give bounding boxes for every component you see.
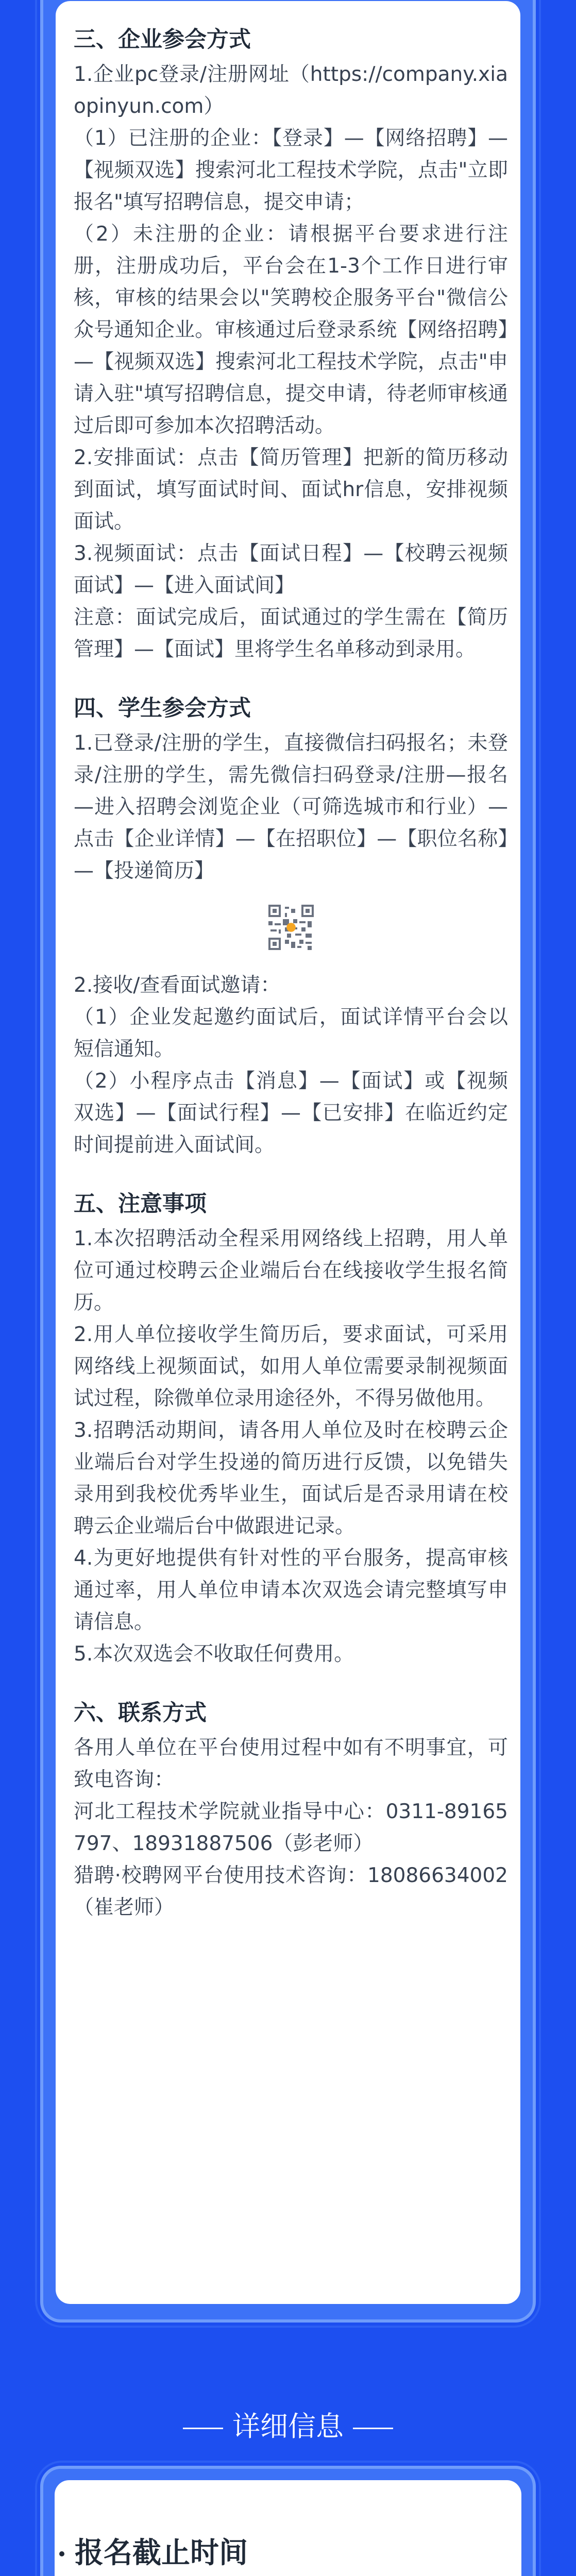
paragraph: 1.本次招聘活动全程采用网络线上招聘，用人单位可通过校聘云企业端后台在线接收学生报名简历。 — [74, 1227, 508, 1314]
section-enterprise — [74, 21, 508, 666]
section-heading: 三、企业参会方式 — [74, 27, 251, 53]
paragraph: 4.为更好地提供有针对性的平台服务，提高审核通过率，用人单位申请本次双选会请完整填写申请信息。 — [74, 1547, 508, 1634]
detail-value — [59, 2574, 523, 2576]
section-student — [74, 689, 508, 1161]
paragraph: 2.用人单位接收学生简历后，要求面试，可采用网络线上视频面试，如用人单位需要录制视频面试过程，除微单位录用途径外，不得另做他用。 — [74, 1323, 508, 1410]
detail-item-deadline — [59, 2533, 523, 2576]
paragraph: （1）企业发起邀约面试后，面试详情平台会以短信通知。 — [74, 1006, 508, 1061]
details-title-text: 详细信息 — [232, 2410, 344, 2443]
paragraph: （1）已注册的企业：【登录】—【网络招聘】—【视频双选】搜索河北工程技术学院，点击"立即报名"填写招聘信息，提交申请； — [74, 127, 508, 214]
section-contact — [74, 1694, 508, 1924]
paragraph: 注意：面试完成后，面试通过的学生需在【简历管理】—【面试】里将学生名单移动到录用。 — [74, 606, 508, 661]
section-heading: 四、学生参会方式 — [74, 696, 251, 721]
title-divider-right — [353, 2428, 393, 2429]
title-divider-left — [183, 2428, 223, 2429]
paragraph: 5.本次双选会不收取任何费用。 — [74, 1642, 354, 1666]
detail-label: 报名截止时间 — [59, 2533, 523, 2574]
paragraph: 2.安排面试：点击【简历管理】把新的简历移动到面试，填写面试时间、面试hr信息，安排视频面试。 — [74, 446, 508, 533]
qr-code-image[interactable] — [266, 903, 316, 952]
section-heading: 五、注意事项 — [74, 1191, 207, 1217]
paragraph: （2）未注册的企业：请根据平台要求进行注册，注册成功后，平台会在1-3个工作日进行审核，审核的结果会以"笑聘校企服务平台"微信公众号通知企业。审核通过后登录系统【网络招聘】—【视频双选】搜索河北工程技术学院，点击"申请入驻"填写招聘信息，提交申请，待老师审核通过后即可参加本次招聘活动。 — [74, 223, 508, 437]
paragraph: 3.招聘活动期间，请各用人单位及时在校聘云企业端后台对学生投递的简历进行反馈，以免错失录用到我校优秀毕业生，面试后是否录用请在校聘云企业端后台中做跟进记录。 — [74, 1419, 508, 1538]
qr-code-container — [74, 903, 508, 954]
paragraph: 2.接收/查看面试邀请： — [74, 974, 281, 997]
paragraph: 各用人单位在平台使用过程中如有不明事宜，可致电咨询： — [74, 1736, 508, 1791]
paragraph: 1.企业pc登录/注册网址（https://company.xiaopinyun.com） — [74, 63, 508, 118]
paragraph: 1.已登录/注册的学生，直接微信扫码报名；未登录/注册的学生，需先微信扫码登录/注册—报名—进入招聘会浏览企业（可筛选城市和行业）—点击【企业详情】—【在招职位】—【职位名称】—【投递简历】 — [74, 732, 508, 883]
paragraph: 3.视频面试：点击【面试日程】—【校聘云视频面试】—【进入面试间】 — [74, 542, 508, 597]
contact-line: 河北工程技术学院就业指导中心：0311-89165797、18931887506（彭老师） — [74, 1800, 508, 1855]
section-notes — [74, 1185, 508, 1670]
details-title — [0, 2409, 576, 2445]
contact-line: 猎聘·校聘网平台使用技术咨询：18086634002（崔老师） — [74, 1864, 508, 1919]
section-heading: 六、联系方式 — [74, 1700, 207, 1726]
notice-content — [74, 21, 508, 1924]
paragraph: （2）小程序点击【消息】—【面试】或【视频双选】—【面试行程】—【已安排】在临近约定时间提前进入面试间。 — [74, 1070, 508, 1157]
